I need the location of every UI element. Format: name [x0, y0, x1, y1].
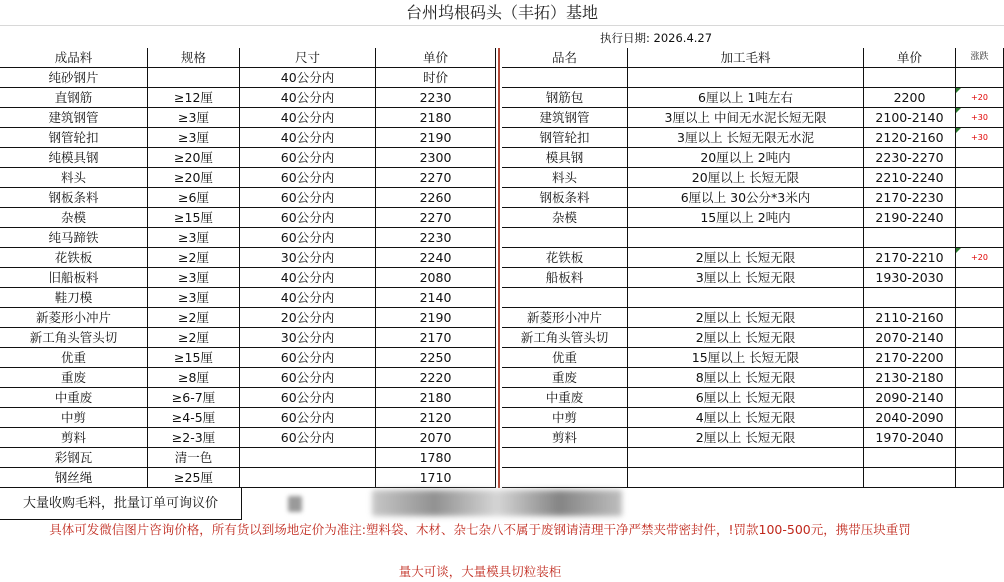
range-price-cell: [864, 468, 956, 488]
size-cell: 30公分内: [240, 248, 376, 268]
size-cell: 20公分内: [240, 308, 376, 328]
raw-material-cell: [628, 288, 864, 308]
price-cell: 2080: [376, 268, 496, 288]
price-cell: 2300: [376, 148, 496, 168]
range-price-cell: 2110-2160: [864, 308, 956, 328]
range-price-cell: 2100-2140: [864, 108, 956, 128]
price-cell: 2120: [376, 408, 496, 428]
item-cell: 中重废: [502, 388, 628, 408]
item-cell: 钢板条料: [502, 188, 628, 208]
item-cell: 杂模: [502, 208, 628, 228]
table-row: [0, 328, 1004, 348]
range-price-cell: 2170-2230: [864, 188, 956, 208]
size-cell: 60公分内: [240, 208, 376, 228]
price-cell: 单价: [376, 48, 496, 68]
item-cell: 优重: [502, 348, 628, 368]
spec-cell: ≥15厘: [148, 348, 240, 368]
raw-material-cell: [628, 228, 864, 248]
size-cell: [240, 448, 376, 468]
range-price-cell: 2210-2240: [864, 168, 956, 188]
item-cell: 钢筋包: [502, 88, 628, 108]
size-cell: 尺寸: [240, 48, 376, 68]
range-price-cell: [864, 448, 956, 468]
raw-material-cell: 2厘以上 长短无限: [628, 248, 864, 268]
range-price-cell: [864, 68, 956, 88]
table-row: [0, 108, 1004, 128]
change-marker-icon: [956, 248, 961, 253]
change-marker-icon: [956, 128, 961, 133]
item-cell: 新菱形小冲片: [502, 308, 628, 328]
raw-material-cell: 15厘以上 2吨内: [628, 208, 864, 228]
size-cell: 60公分内: [240, 368, 376, 388]
price-cell: 2230: [376, 88, 496, 108]
table-row: [0, 228, 1004, 248]
product-cell: 杂模: [0, 208, 148, 228]
table-row: [0, 368, 1004, 388]
range-price-cell: 2200: [864, 88, 956, 108]
size-cell: 60公分内: [240, 408, 376, 428]
table-row: [0, 148, 1004, 168]
raw-material-cell: [628, 448, 864, 468]
notice-text: 具体可发微信图片咨询价格，所有货以到场地定价为准注:塑料袋、木材、杂七杂八不属于废钢请清理干净严禁夹带密封件，!罚款100-500元，携带压块重罚: [49, 522, 911, 537]
item-cell: 重废: [502, 368, 628, 388]
range-price-cell: 2190-2240: [864, 208, 956, 228]
raw-material-cell: 4厘以上 长短无限: [628, 408, 864, 428]
price-cell: 2230: [376, 228, 496, 248]
table-row: [0, 448, 1004, 468]
table-row: [0, 388, 1004, 408]
size-cell: 60公分内: [240, 188, 376, 208]
spec-cell: ≥2厘: [148, 308, 240, 328]
change-cell: +20: [956, 88, 1004, 108]
product-cell: 中剪: [0, 408, 148, 428]
change-cell: [956, 168, 1004, 188]
bulk-label: 大量收购毛料，批量订单可询议价: [0, 488, 242, 520]
change-marker-icon: [956, 88, 961, 93]
spec-cell: [148, 68, 240, 88]
range-price-cell: 1970-2040: [864, 428, 956, 448]
product-cell: 成品料: [0, 48, 148, 68]
table-row: [0, 128, 1004, 148]
product-cell: 钢板条料: [0, 188, 148, 208]
raw-material-cell: 20厘以上 2吨内: [628, 148, 864, 168]
price-cell: 2250: [376, 348, 496, 368]
item-cell: 新工角头管头切: [502, 328, 628, 348]
spec-cell: ≥3厘: [148, 268, 240, 288]
size-cell: 60公分内: [240, 428, 376, 448]
price-cell: 2270: [376, 208, 496, 228]
product-cell: 纯模具钢: [0, 148, 148, 168]
size-cell: 40公分内: [240, 128, 376, 148]
spec-cell: ≥12厘: [148, 88, 240, 108]
range-price-cell: 单价: [864, 48, 956, 68]
blurred-contact: [288, 496, 302, 512]
price-cell: 2180: [376, 388, 496, 408]
range-price-cell: 2120-2160: [864, 128, 956, 148]
item-cell: 料头: [502, 168, 628, 188]
spec-cell: ≥15厘: [148, 208, 240, 228]
item-cell: [502, 288, 628, 308]
exec-date: 执行日期: 2026.4.27: [600, 31, 713, 45]
size-cell: 40公分内: [240, 68, 376, 88]
raw-material-cell: 15厘以上 长短无限: [628, 348, 864, 368]
size-cell: 40公分内: [240, 88, 376, 108]
table-row: [0, 348, 1004, 368]
item-cell: 模具钢: [502, 148, 628, 168]
product-cell: 料头: [0, 168, 148, 188]
raw-material-cell: 6厘以上 30公分*3米内: [628, 188, 864, 208]
range-price-cell: 2040-2090: [864, 408, 956, 428]
bulk-row: [0, 488, 1004, 520]
product-cell: 中重废: [0, 388, 148, 408]
range-price-cell: 2070-2140: [864, 328, 956, 348]
size-cell: 60公分内: [240, 348, 376, 368]
item-cell: 花铁板: [502, 248, 628, 268]
price-cell: 2140: [376, 288, 496, 308]
range-price-cell: 1930-2030: [864, 268, 956, 288]
range-price-cell: 2130-2180: [864, 368, 956, 388]
size-cell: 30公分内: [240, 328, 376, 348]
raw-material-cell: 8厘以上 长短无限: [628, 368, 864, 388]
raw-material-cell: 20厘以上 长短无限: [628, 168, 864, 188]
product-cell: 花铁板: [0, 248, 148, 268]
table-row: [0, 268, 1004, 288]
raw-material-cell: 2厘以上 长短无限: [628, 308, 864, 328]
change-cell: [956, 148, 1004, 168]
table-row: [0, 168, 1004, 188]
price-cell: 2190: [376, 128, 496, 148]
price-cell: 时价: [376, 68, 496, 88]
spec-cell: 清一色: [148, 448, 240, 468]
change-cell: [956, 328, 1004, 348]
price-cell: 2270: [376, 168, 496, 188]
item-cell: 钢管轮扣: [502, 128, 628, 148]
table-row: [0, 188, 1004, 208]
raw-material-cell: 3厘以上 长短无限无水泥: [628, 128, 864, 148]
table-header-row: [0, 48, 1004, 68]
change-cell: [956, 428, 1004, 448]
spec-cell: ≥20厘: [148, 168, 240, 188]
page-title: 台州坞根码头（丰拓）基地: [0, 0, 1004, 26]
change-cell: [956, 228, 1004, 248]
spec-cell: ≥8厘: [148, 368, 240, 388]
spec-cell: ≥3厘: [148, 228, 240, 248]
price-cell: 1710: [376, 468, 496, 488]
product-cell: 彩钢瓦: [0, 448, 148, 468]
table-row: [0, 308, 1004, 328]
size-cell: 40公分内: [240, 288, 376, 308]
raw-material-cell: 加工毛料: [628, 48, 864, 68]
price-cell: 2070: [376, 428, 496, 448]
raw-material-cell: 3厘以上 长短无限: [628, 268, 864, 288]
range-price-cell: [864, 228, 956, 248]
product-cell: 直钢筋: [0, 88, 148, 108]
product-cell: 钢丝绳: [0, 468, 148, 488]
change-cell: [956, 448, 1004, 468]
change-cell: [956, 188, 1004, 208]
table-row: [0, 248, 1004, 268]
spec-cell: ≥3厘: [148, 288, 240, 308]
item-cell: 建筑钢管: [502, 108, 628, 128]
change-cell: [956, 388, 1004, 408]
raw-material-cell: 6厘以上 1吨左右: [628, 88, 864, 108]
price-cell: 2190: [376, 308, 496, 328]
spec-cell: ≥2厘: [148, 248, 240, 268]
product-cell: 重废: [0, 368, 148, 388]
item-cell: 品名: [502, 48, 628, 68]
product-cell: 钢管轮扣: [0, 128, 148, 148]
table-row: [0, 408, 1004, 428]
table-row: [0, 428, 1004, 448]
size-cell: 60公分内: [240, 168, 376, 188]
raw-material-cell: 2厘以上 长短无限: [628, 428, 864, 448]
range-price-cell: 2230-2270: [864, 148, 956, 168]
item-cell: [502, 448, 628, 468]
product-cell: 纯马蹄铁: [0, 228, 148, 248]
change-cell: [956, 208, 1004, 228]
range-price-cell: 2090-2140: [864, 388, 956, 408]
spec-cell: ≥4-5厘: [148, 408, 240, 428]
spec-cell: ≥20厘: [148, 148, 240, 168]
change-cell: [956, 68, 1004, 88]
item-cell: 剪料: [502, 428, 628, 448]
spec-cell: ≥6厘: [148, 188, 240, 208]
change-cell: +20: [956, 248, 1004, 268]
raw-material-cell: 3厘以上 中间无水泥长短无限: [628, 108, 864, 128]
raw-material-cell: [628, 468, 864, 488]
product-cell: 纯砂钢片: [0, 68, 148, 88]
spec-cell: ≥3厘: [148, 128, 240, 148]
range-price-cell: [864, 288, 956, 308]
size-cell: [240, 468, 376, 488]
change-cell: [956, 368, 1004, 388]
raw-material-cell: 6厘以上 长短无限: [628, 388, 864, 408]
change-cell: +30: [956, 108, 1004, 128]
range-price-cell: 2170-2210: [864, 248, 956, 268]
product-cell: 鞋刀模: [0, 288, 148, 308]
item-cell: [502, 468, 628, 488]
table-row: [0, 88, 1004, 108]
spec-cell: ≥3厘: [148, 108, 240, 128]
spec-cell: ≥2厘: [148, 328, 240, 348]
change-cell: [956, 468, 1004, 488]
spec-cell: ≥6-7厘: [148, 388, 240, 408]
product-cell: 剪料: [0, 428, 148, 448]
item-cell: 中剪: [502, 408, 628, 428]
price-cell: 2170: [376, 328, 496, 348]
table-row: [0, 468, 1004, 488]
size-cell: 40公分内: [240, 108, 376, 128]
item-cell: 船板料: [502, 268, 628, 288]
item-cell: [502, 68, 628, 88]
size-cell: 60公分内: [240, 388, 376, 408]
change-cell: [956, 288, 1004, 308]
product-cell: 旧船板料: [0, 268, 148, 288]
size-cell: 40公分内: [240, 268, 376, 288]
change-cell: 涨跌: [956, 48, 1004, 68]
table-row: [0, 68, 1004, 88]
price-cell: 1780: [376, 448, 496, 468]
size-cell: 60公分内: [240, 148, 376, 168]
table-row: [0, 288, 1004, 308]
range-price-cell: 2170-2200: [864, 348, 956, 368]
size-cell: 60公分内: [240, 228, 376, 248]
spec-cell: 规格: [148, 48, 240, 68]
change-cell: [956, 308, 1004, 328]
price-cell: 2240: [376, 248, 496, 268]
note-text: 量大可谈，大量模具切粒装柜: [398, 564, 562, 579]
product-cell: 新菱形小冲片: [0, 308, 148, 328]
table-row: [0, 208, 1004, 228]
raw-material-cell: [628, 68, 864, 88]
product-cell: 建筑钢管: [0, 108, 148, 128]
blurred-contact: [372, 490, 622, 516]
item-cell: [502, 228, 628, 248]
change-cell: +30: [956, 128, 1004, 148]
product-cell: 新工角头管头切: [0, 328, 148, 348]
price-cell: 2180: [376, 108, 496, 128]
spec-cell: ≥2-3厘: [148, 428, 240, 448]
change-cell: [956, 348, 1004, 368]
price-cell: 2220: [376, 368, 496, 388]
change-marker-icon: [956, 108, 961, 113]
change-cell: [956, 408, 1004, 428]
price-cell: 2260: [376, 188, 496, 208]
spec-cell: ≥25厘: [148, 468, 240, 488]
product-cell: 优重: [0, 348, 148, 368]
raw-material-cell: 2厘以上 长短无限: [628, 328, 864, 348]
change-cell: [956, 268, 1004, 288]
